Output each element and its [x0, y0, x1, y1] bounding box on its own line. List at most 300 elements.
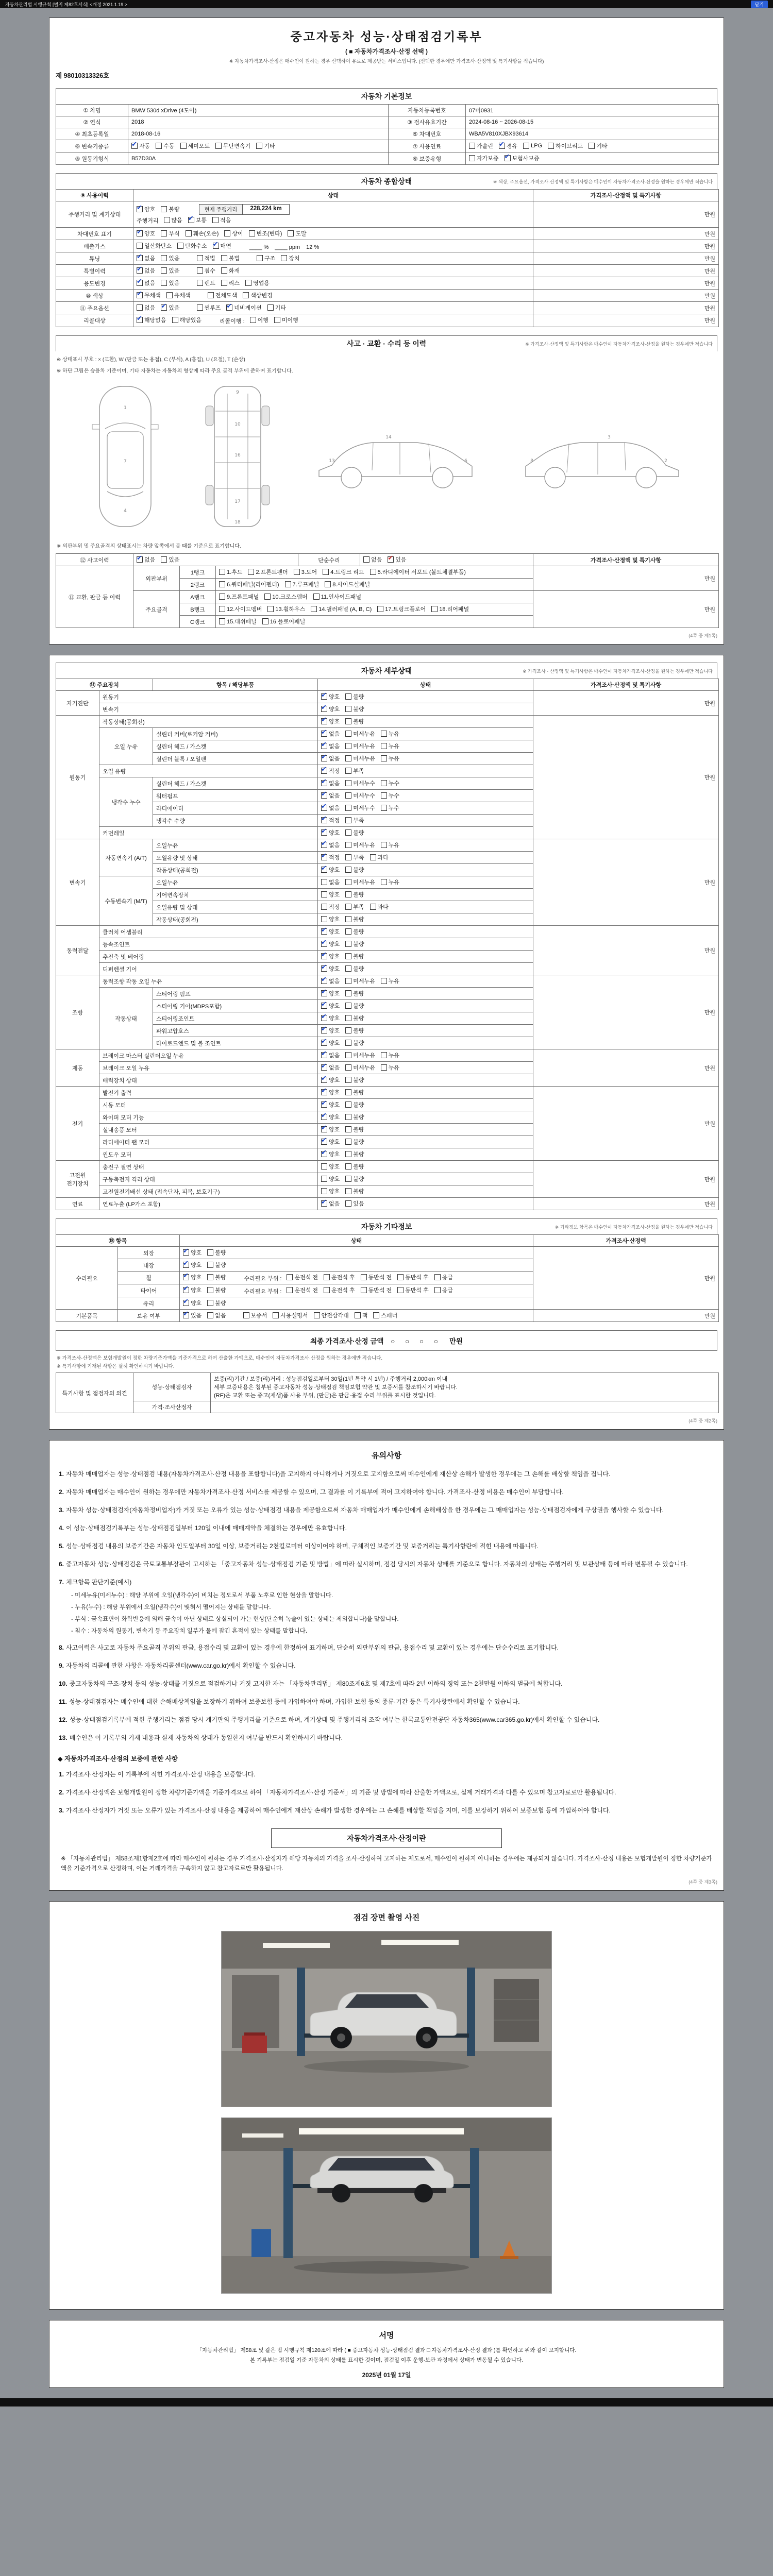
table-row	[56, 716, 719, 728]
cell: 스티어링조인트	[153, 1012, 318, 1025]
misc-info-table	[56, 1234, 719, 1322]
cell: 주요골격	[133, 591, 180, 628]
checkbox-icon	[361, 1274, 367, 1280]
checkbox-icon	[164, 217, 170, 223]
mileage-label: 주행거리 및 계기상태	[56, 201, 133, 228]
section-misc-info: 자동차 기타정보 ※ 기타정보 항목은 매수인이 자동차가격조사·산정을 원하는 경우에만 적습니다	[56, 1218, 717, 1234]
cell: 오일유량 및 상태	[153, 901, 318, 913]
checkbox-icon	[321, 867, 327, 873]
cell	[133, 314, 533, 327]
viewer-bottombar	[0, 2398, 773, 2406]
cell: 타이어	[118, 1284, 180, 1297]
table-row	[56, 314, 719, 327]
checkbox-option: ✔ 양호	[321, 964, 340, 973]
cell	[180, 1259, 533, 1272]
checkbox-icon	[469, 155, 475, 161]
checkbox-option: ✔ 양호	[321, 1026, 340, 1035]
checkbox-option: 불량	[345, 964, 364, 973]
appraiser-label: 가격·조사산정자	[133, 1401, 211, 1413]
price-value: ○ ○ ○ ○	[391, 1337, 443, 1345]
checkbox-option: ✔ 양호	[321, 705, 340, 713]
price-option-line: ( ■ 자동차가격조사·산정 선택 )	[345, 48, 428, 55]
checkbox-icon	[345, 978, 351, 984]
accident-history-options	[133, 554, 298, 566]
checkbox-option: 누수	[381, 791, 399, 800]
checkbox-option: ✔ 양호	[321, 1138, 340, 1146]
checkbox-icon	[161, 255, 167, 261]
cell	[318, 827, 533, 839]
cell: 라디에이터	[153, 802, 318, 815]
checkbox-icon	[381, 978, 387, 984]
checkbox-icon	[321, 1101, 327, 1108]
checkbox-icon	[321, 693, 327, 700]
checkbox-icon	[221, 267, 227, 274]
close-button[interactable]: 닫기	[751, 1, 768, 8]
table-row	[56, 265, 719, 277]
checkbox-option: ✔ 양호	[321, 927, 340, 936]
checkbox-option: 도말	[288, 229, 306, 238]
checkbox-icon	[243, 292, 249, 298]
inline-text: 수리필요 부위 :	[244, 1289, 282, 1295]
appraiser-remarks	[211, 1401, 719, 1413]
checkbox-icon	[311, 606, 317, 612]
accident-history-label: ⑫ 사고이력	[56, 554, 133, 566]
checkbox-icon	[321, 953, 327, 959]
checkbox-option: 12.사이드멤버	[219, 605, 262, 613]
inline-text: ____ ppm	[275, 244, 300, 250]
cell: 고전원전기배선 상태 (접속단자, 피복, 보호기구)	[99, 1185, 318, 1198]
checkbox-option: ✔ 없음	[321, 841, 340, 849]
inspection-photo-1	[221, 1931, 552, 2107]
checkbox-option: 부족	[345, 816, 364, 824]
cell: 연료	[56, 1198, 99, 1210]
checkbox-icon	[321, 768, 327, 774]
cell: 유리	[118, 1297, 180, 1310]
table-row	[56, 839, 719, 852]
svg-text:1: 1	[124, 405, 127, 411]
checkbox-option: 없음	[363, 555, 382, 564]
checkbox-option: 불량	[345, 1088, 364, 1096]
checkbox-option: 무단변속기	[215, 142, 250, 150]
cell: 추진축 및 베어링	[99, 951, 318, 963]
cell: 연료누출 (LP가스 포함)	[99, 1198, 318, 1210]
cell	[318, 963, 533, 975]
checkbox-icon	[314, 1312, 320, 1318]
checkbox-option: 누유	[381, 841, 399, 849]
checkbox-icon	[373, 1312, 379, 1318]
table-row	[56, 302, 719, 314]
checkbox-icon	[321, 1163, 327, 1170]
checkbox-icon	[183, 1249, 189, 1256]
checkbox-option: 있음	[161, 254, 179, 262]
cell: 실린더 커버(로커암 커버)	[153, 728, 318, 740]
checkbox-option: 미세누유	[345, 1063, 375, 1072]
remarks-head: 특기사항 및 점검자의 의견	[56, 1373, 133, 1413]
checkbox-option: 11.인사이드패널	[313, 592, 361, 601]
checkbox-option: 2.프론트펜더	[248, 568, 288, 576]
car-right-frame-diagram	[516, 413, 686, 500]
checkbox-icon	[345, 829, 351, 836]
checkbox-option: 불량	[345, 717, 364, 725]
cell: 충전구 절연 상태	[99, 1161, 318, 1173]
notice-title: 유의사항	[372, 1451, 401, 1460]
checkbox-option: 3.도어	[294, 568, 317, 576]
checkbox-option: 불량	[345, 1162, 364, 1171]
checkbox-option: 구조	[257, 254, 275, 262]
checkbox-option: 양호	[321, 1175, 340, 1183]
checkbox-icon	[324, 1274, 330, 1280]
cell: 수리필요	[56, 1247, 118, 1310]
cell: 발전기 출력	[99, 1087, 318, 1099]
checkbox-option: ✔ 양호	[321, 1039, 340, 1047]
checkbox-icon	[213, 243, 219, 249]
checkbox-icon	[345, 965, 351, 972]
cell: 동력조향 작동 오일 누유	[99, 975, 318, 988]
table-row: ⑫ 사고이력 ✔ 없음 있음 단순수리 없음 ✔ 있음 가격조사·산정액 및 특기사항	[56, 554, 719, 566]
checkbox-option: 있음	[345, 1199, 364, 1208]
checkbox-icon	[288, 230, 294, 236]
checkbox-option: 누유	[381, 754, 399, 762]
cell: 만원	[533, 1087, 719, 1161]
cell	[318, 691, 533, 703]
checkbox-option: 동반석 후	[397, 1286, 429, 1294]
checkbox-icon	[370, 854, 376, 860]
checkbox-option: 미세누유	[345, 742, 375, 750]
checkbox-option: 장치	[281, 254, 299, 262]
checkbox-option: ✔ 보통	[188, 216, 207, 224]
checkbox-option: 미세누수	[345, 779, 375, 787]
checkbox-icon	[321, 1114, 327, 1120]
checkbox-icon	[381, 743, 387, 749]
checkbox-icon	[207, 1300, 213, 1306]
checkbox-option: 과다	[370, 903, 389, 911]
checkbox-option: ✔ 없음	[321, 742, 340, 750]
checkbox-option: 미세누유	[345, 841, 375, 849]
checkbox-option: 불량	[345, 915, 364, 923]
checkbox-icon	[505, 155, 511, 161]
checkbox-icon	[321, 1176, 327, 1182]
transmission-options	[128, 140, 389, 152]
checkbox-icon	[381, 731, 387, 737]
checkbox-icon	[381, 1064, 387, 1071]
table-header-row: ⑨ 사용이력 상태 가격조사·산정액 및 특기사항	[56, 190, 719, 201]
cell: 작동상태(공회전)	[99, 716, 318, 728]
checkbox-option: ✔ 보험사보증	[505, 154, 540, 162]
panel-sign	[49, 2320, 724, 2388]
checkbox-icon	[166, 292, 173, 298]
checkbox-icon	[345, 990, 351, 996]
notice-section-lead: ◆ 자동차가격조사·산정의 보증에 관한 사항	[58, 1755, 178, 1762]
cell: 브레이크 오일 누유	[99, 1062, 318, 1074]
cell	[318, 1173, 533, 1185]
checkbox-icon	[131, 143, 138, 149]
checkbox-option: 13.휠하우스	[267, 605, 305, 613]
checkbox-option: 불량	[207, 1286, 226, 1294]
svg-text:7: 7	[124, 459, 127, 464]
cell: 변속기	[99, 703, 318, 716]
checkbox-option: 유채색	[166, 291, 191, 299]
checkbox-icon	[321, 1015, 327, 1021]
checkbox-icon	[257, 255, 263, 261]
checkbox-option: 화재	[221, 266, 240, 275]
checkbox-option: 15.대쉬패널	[219, 617, 257, 625]
cell: 와이퍼 모터 기능	[99, 1111, 318, 1124]
checkbox-option: 불량	[161, 205, 179, 213]
checkbox-icon	[321, 1064, 327, 1071]
page-mark: (4쪽 중 제3쪽)	[688, 1879, 717, 1885]
checkbox-option: ✔ 없음	[321, 730, 340, 738]
svg-text:17: 17	[234, 499, 241, 504]
checkbox-option: 17.트렁크플로어	[377, 605, 426, 613]
cell: 클러치 어셈블리	[99, 926, 318, 938]
checkbox-option: ✔ 없음	[321, 779, 340, 787]
checkbox-option: 부족	[345, 853, 364, 861]
checkbox-icon	[381, 755, 387, 761]
checkbox-icon	[245, 280, 251, 286]
cell: 조향	[56, 975, 99, 1049]
checkbox-icon	[345, 867, 351, 873]
cell: 만원	[533, 228, 719, 240]
checkbox-icon	[137, 317, 143, 323]
checkbox-option: 7.루프패널	[285, 580, 320, 588]
checkbox-icon	[321, 755, 327, 761]
checkbox-icon	[321, 731, 327, 737]
checkbox-option: 미세누유	[345, 730, 375, 738]
checkbox-icon	[321, 1089, 327, 1095]
checkbox-icon	[137, 230, 143, 236]
cell	[318, 951, 533, 963]
table-header-row: ⑮ 항목 상태 가격조사·산정액	[56, 1235, 719, 1247]
fuel-options	[466, 140, 719, 152]
checkbox-icon	[287, 1274, 293, 1280]
checkbox-option: 누유	[381, 977, 399, 985]
cell: 오일 유량	[99, 765, 318, 777]
rank-tbody	[56, 566, 719, 628]
checkbox-icon	[345, 941, 351, 947]
checkbox-icon	[208, 292, 214, 298]
checkbox-option: 동반석 전	[361, 1286, 392, 1294]
checkbox-icon	[287, 1287, 293, 1293]
checkbox-option: ✔ 없음	[321, 977, 340, 985]
section-comprehensive: 자동차 종합상태 ※ 색상, 주요옵션, 가격조사·산정액 및 특기사항은 매수인이 자동차가격조사·산정을 원하는 경우에만 적습니다	[56, 173, 717, 189]
engine-type-value: B57D30A	[128, 152, 389, 165]
checkbox-option: ✔ 양호	[321, 717, 340, 725]
cell: 배력장치 상태	[99, 1074, 318, 1087]
car-name-value: BMW 530d xDrive (4도어)	[128, 105, 389, 116]
checkbox-option: 불량	[345, 1100, 364, 1109]
cell	[318, 1198, 533, 1210]
inspector-remarks: 보증(리)기간 / 보증(리)거리 : 성능점검일로부터 30일(1년 특약 시 1년) / 주행거리 2,000km 이내 세부 보증내용은 첨부된 중고자동차 성능·상태점검 책임보험 약관 및 보증서를 참조하시기 바랍니다. (RF)은 교환 또는 중고(재생)품 사용 부위, (판금)은 판금·용접 수리 부위를 표시한 것입니다.	[211, 1373, 719, 1401]
checkbox-icon	[345, 805, 351, 811]
state-mark-legend: ※ 상태표시 부호 : × (교환), W (판금 또는 용접), C (부식), A (흠집), U (요철), T (손상)	[57, 357, 245, 363]
checkbox-icon	[499, 143, 505, 149]
cell	[318, 1000, 533, 1012]
checkbox-option: ✔ 네비게이션	[226, 303, 261, 312]
cell	[133, 277, 533, 290]
checkbox-icon	[177, 243, 183, 249]
table-header-row: ⑭ 주요장치 항목 / 해당부품 상태 가격조사·산정액 및 특기사항	[56, 679, 719, 691]
cell: 기어변속장치	[153, 889, 318, 901]
model-year-value: 2018	[128, 116, 389, 128]
checkbox-icon	[274, 317, 280, 323]
checkbox-icon	[161, 304, 167, 311]
checkbox-option: 기타	[267, 303, 286, 312]
checkbox-option: 있음	[161, 266, 179, 275]
cell: 만원	[533, 302, 719, 314]
cell	[318, 740, 533, 753]
checkbox-icon	[397, 1287, 404, 1293]
cell	[318, 839, 533, 852]
checkbox-option: 스패너	[373, 1311, 397, 1319]
checkbox-icon	[197, 304, 203, 311]
cell	[318, 716, 533, 728]
checkbox-icon	[345, 1114, 351, 1120]
cell: 만원	[533, 252, 719, 265]
checkbox-option: 썬루프	[197, 303, 221, 312]
checkbox-icon	[219, 618, 225, 624]
cell	[318, 926, 533, 938]
cell	[133, 252, 533, 265]
sign-lines: 「자동차관리법」 제58조 및 같은 법 시행규칙 제120조에 따라 ( ■ 중고자동차 성능·상태점검 결과 □ 자동차가격조사·산정 결과 )를 확인하고 위와 같이 고지합니다. 본 기록부는 점검일 기준 자동차의 상태를 표시한 것이며, 점검일 이후 운행·보관 과정에서 상태가 변동될 수 있습니다.	[196, 2347, 577, 2363]
checkbox-icon	[321, 743, 327, 749]
price-appraisal-box-text: ※ 「자동차관리법」 제58조제1항제2호에 따라 매수인이 원하는 경우 가격조사·산정자가 해당 자동차의 가격을 조사·산정하여 고지하는 제도로서, 매수인이 원하지 아니하는 경우에는 제공되지 않습니다. 가격조사·산정 내용은 보험개발원이 정한 차량기준가액을 기준가격으로 산정하며, 이는 거래가격을 구속하지 않고 참고자료로만 활용됩니다.	[61, 1855, 712, 1872]
checkbox-option: 하이브리드	[548, 142, 583, 150]
cell: 작동상태	[99, 988, 153, 1049]
cell: 만원	[533, 1049, 719, 1087]
checkbox-option: 불량	[345, 1138, 364, 1146]
checkbox-icon	[321, 854, 327, 860]
checkbox-option: 있음	[161, 279, 179, 287]
checkbox-icon	[434, 1274, 441, 1280]
cell: 만원	[533, 265, 719, 277]
notice-item: 1. 가격조사·산정자는 이 기록부에 적힌 가격조사·산정 내용을 보증합니다.	[59, 1770, 256, 1778]
cell: 구동축전지 격리 상태	[99, 1173, 318, 1185]
checkbox-icon	[262, 618, 268, 624]
checkbox-option: 불량	[207, 1261, 226, 1269]
checkbox-option: 누유	[381, 1051, 399, 1059]
checkbox-option: 불량	[207, 1273, 226, 1281]
cell	[133, 302, 533, 314]
checkbox-icon	[137, 206, 143, 212]
checkbox-icon	[313, 594, 320, 600]
cell: A랭크	[180, 591, 216, 603]
checkbox-icon	[345, 792, 351, 799]
cell	[318, 913, 533, 926]
current-mileage-box: 현재 주행거리 228,224 km	[199, 204, 290, 215]
notice-item: 11. 성능·상태점검자는 매수인에 대한 손해배상책임을 보장하기 위하여 보증보험 등에 가입하여야 하며, 가입한 보험 등의 종류·기간 등은 특기사항란에서 확인할 수 있습니다.	[59, 1698, 520, 1705]
car-underbody-diagram	[199, 379, 276, 534]
checkbox-option: 미세누유	[345, 878, 375, 886]
cell: 내장	[118, 1259, 180, 1272]
cell: 만원	[533, 277, 719, 290]
checkbox-option: ✔ 양호	[321, 952, 340, 960]
checkbox-option: 운전석 후	[324, 1273, 355, 1281]
checkbox-option: ✔ 양호	[183, 1286, 201, 1294]
cell: 라디에이터 팬 모터	[99, 1136, 318, 1148]
checkbox-icon	[321, 916, 327, 922]
svg-text:2: 2	[664, 459, 667, 464]
checkbox-option: 4.트렁크 리드	[323, 568, 364, 576]
cell: 실린더 블록 / 오일팬	[153, 753, 318, 765]
checkbox-option: 탄화수소	[177, 242, 207, 250]
page-mark: (4쪽 중 제1쪽)	[688, 633, 717, 638]
checkbox-icon	[434, 1287, 441, 1293]
checkbox-option: LPG	[523, 143, 542, 149]
warranty-options	[466, 152, 719, 165]
cell: 디퍼렌셜 기어	[99, 963, 318, 975]
cell: 작동상태(공회전)	[153, 913, 318, 926]
checkbox-option: ✔ 없음	[137, 279, 155, 287]
table-row: 주행거리 및 계기상태 ✔ 양호 불량 현재 주행거리 228,224 km 주행거리 많음 ✔ 보통 적음 만원	[56, 201, 719, 228]
cell	[318, 1124, 533, 1136]
cell	[216, 603, 533, 616]
checkbox-option: 있음	[161, 555, 179, 564]
exchange-rank-table	[56, 566, 719, 628]
cell: 외장	[118, 1247, 180, 1259]
table-row	[56, 1049, 719, 1062]
simple-repair-options	[360, 554, 533, 566]
cell: 리콜대상	[56, 314, 133, 327]
checkbox-icon	[183, 1287, 189, 1293]
cell: 전기	[56, 1087, 99, 1161]
panel-photos	[49, 1901, 724, 2310]
checkbox-icon	[345, 1188, 351, 1194]
checkbox-option: ✔ 양호	[183, 1248, 201, 1257]
checkbox-option: 적법	[197, 254, 215, 262]
cell: 오일유량 및 상태	[153, 852, 318, 864]
cell: 원동기	[56, 716, 99, 839]
detail-state-table	[56, 679, 719, 1210]
checkbox-option: 누유	[381, 742, 399, 750]
checkbox-icon	[172, 317, 178, 323]
checkbox-icon	[207, 1274, 213, 1280]
checkbox-option: 누유	[381, 1063, 399, 1072]
sign-date: 2025년 01월 17일	[362, 2371, 411, 2379]
checkbox-icon	[321, 817, 327, 823]
table-row	[56, 1198, 719, 1210]
table-row	[56, 252, 719, 265]
checkbox-option: 이행	[250, 316, 268, 324]
notice-item: 6. 중고자동차 성능·상태점검은 국토교통부장관이 고시하는 「중고자동차 성능·상태점검 기준 및 방법」에 따라 실시하며, 점검 당시의 자동차 상태를 기준으로 합니다. 자동차의 상태는 주행거리 및 보관상태 등에 따라 변동될 수 있습니다.	[59, 1561, 688, 1568]
cell: 만원	[533, 839, 719, 926]
checkbox-option: 불량	[345, 1113, 364, 1121]
checkbox-option: ✔ 양호	[321, 1125, 340, 1133]
checkbox-option: 불량	[345, 705, 364, 713]
section-detail-state: 자동차 세부상태 ※ 가격조사 · 산정액 및 특기사항은 매수인이 자동차가격조사·산정을 원하는 경우에만 적습니다	[56, 663, 717, 679]
checkbox-icon	[215, 143, 222, 149]
cell: B랭크	[180, 603, 216, 616]
checkbox-icon	[161, 206, 167, 212]
checkbox-icon	[370, 904, 376, 910]
table-row	[56, 1247, 719, 1259]
section-basic-info: 자동차 기본정보	[56, 88, 717, 104]
checkbox-option: 많음	[164, 216, 182, 224]
checkbox-icon	[137, 556, 143, 563]
checkbox-icon	[361, 1287, 367, 1293]
section-accident-history: 사고 · 교환 · 수리 등 이력 ※ 가격조사·산정액 및 특기사항은 매수인이 자동차가격조사·산정을 원하는 경우에만 적습니다	[56, 335, 717, 351]
checkbox-option: ✔ 없음	[137, 254, 155, 262]
cell: 오일누유	[153, 839, 318, 852]
cell: 튜닝	[56, 252, 133, 265]
cell: 기본품목	[56, 1310, 118, 1322]
cell: 원동기	[99, 691, 318, 703]
checkbox-icon	[207, 1262, 213, 1268]
panel-main	[49, 18, 724, 645]
checkbox-option: ✔ 무채색	[137, 291, 161, 299]
cell: 오일누유	[153, 876, 318, 889]
table-row: ⑥ 변속기종류 ✔ 자동 수동 세미오토 무단변속기 기타 ⑦ 사용연료 가솔린 ✔ 경유 LPG 하이브리드 기타	[56, 140, 719, 152]
table-row	[56, 277, 719, 290]
